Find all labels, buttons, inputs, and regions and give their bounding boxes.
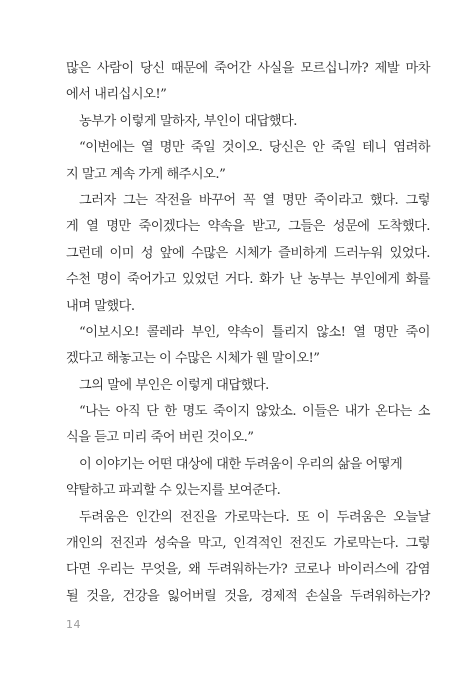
text-line: 다면 우리는 무엇을, 왜 두려워하는가? 코로나 바이러스에 감염 [66, 562, 430, 578]
text-line: 식을 듣고 미리 죽어 버린 것이오.” [66, 430, 254, 446]
text-line: 많은 사람이 당신 때문에 죽어간 사실을 모르십니까? 제발 마차 [66, 61, 430, 76]
page-number: 14 [66, 618, 81, 631]
text-line: 그러자 그는 작전을 바꾸어 꼭 열 명만 죽이라고 했다. 그렇 [79, 192, 430, 208]
text-line: “나는 아직 단 한 명도 죽이지 않았소. 이들은 내가 온다는 소 [79, 404, 430, 420]
text-line: “이번에는 열 명만 죽일 것이오. 당신은 안 죽일 테니 염려하 [79, 140, 430, 156]
body-text [66, 56, 430, 610]
text-line: 개인의 전진과 성숙을 막고, 인격적인 전진도 가로막는다. 그렇 [66, 536, 430, 552]
text-line: 약탈하고 파괴할 수 있는지를 보여준다. [66, 483, 281, 499]
text-line: 내며 말했다. [66, 298, 135, 314]
text-line: 수천 명이 죽어가고 있었던 거다. 화가 난 농부는 부인에게 화를 [66, 272, 430, 288]
text-line: 두려움은 인간의 전진을 가로막는다. 또 이 두려움은 오늘날 [79, 509, 430, 525]
text-line: 지 말고 계속 가게 해주시오.” [66, 166, 226, 182]
text-line: 이 이야기는 어떤 대상에 대한 두려움이 우리의 삶을 어떻게 [79, 456, 403, 472]
text-line: 그의 말에 부인은 이렇게 대답했다. [79, 377, 269, 393]
text-line: “이보시오! 콜레라 부인, 약속이 틀리지 않소! 열 명만 죽이 [79, 324, 430, 340]
text-line: 될 것을, 건강을 잃어버릴 것을, 경제적 손실을 두려워하는가? [66, 588, 430, 604]
text-line: 겠다고 해놓고는 이 수많은 시체가 웬 말이오!” [66, 351, 320, 367]
text-line: 게 열 명만 죽이겠다는 약속을 받고, 그들은 성문에 도착했다. [66, 219, 430, 235]
text-line: 그런데 이미 성 앞에 수많은 시체가 즐비하게 드러누워 있었다. [66, 245, 430, 261]
text-line: 농부가 이렇게 말하자, 부인이 대답했다. [79, 113, 297, 129]
text-line: 에서 내리십시오!” [66, 87, 167, 103]
